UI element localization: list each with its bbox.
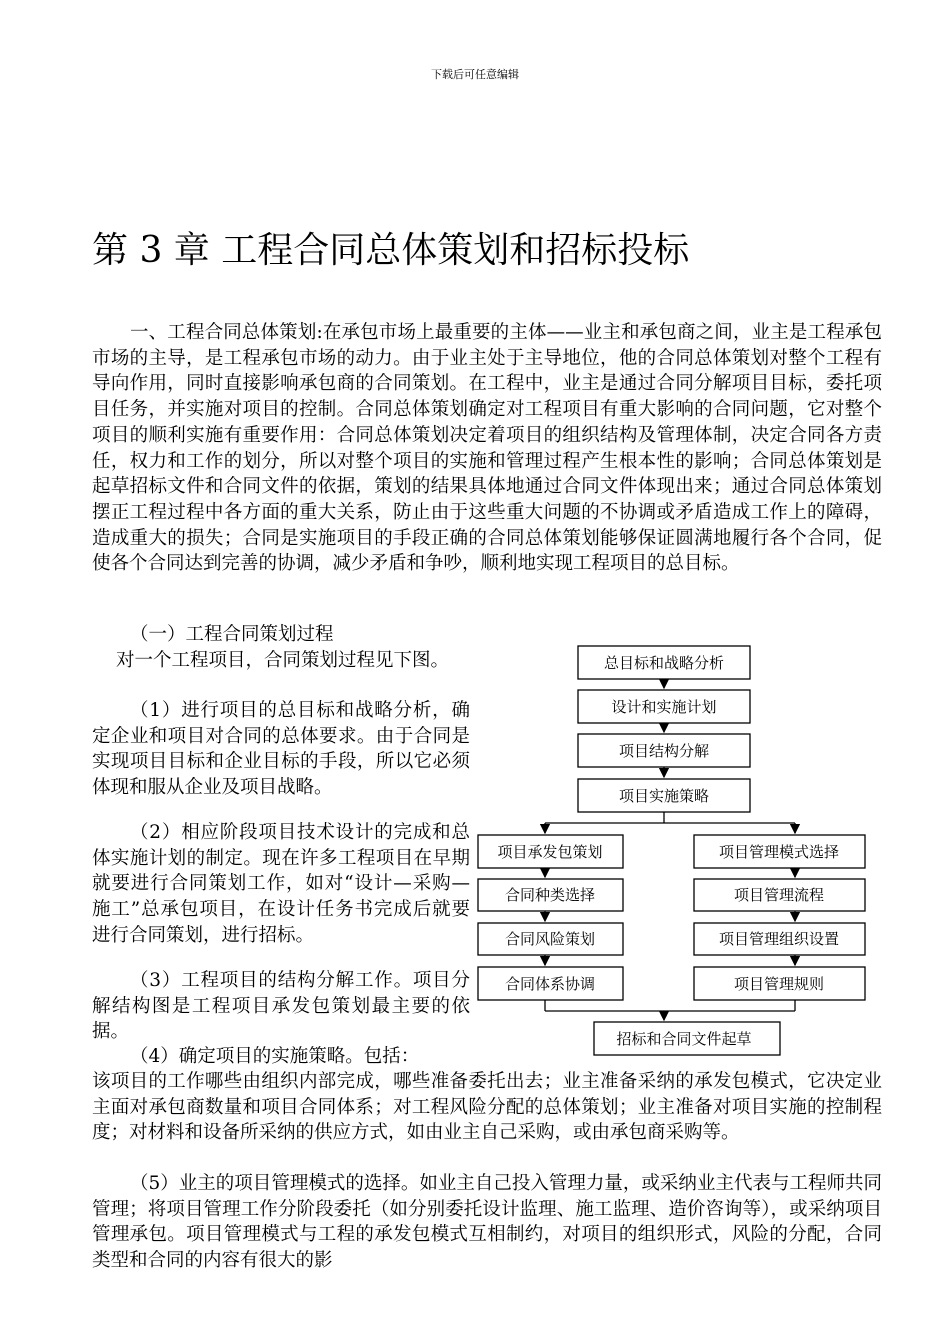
contract-planning-flowchart — [470, 640, 890, 1060]
paragraph-step-5: （5）业主的项目管理模式的选择。如业主自己投入管理力量，或采纳业主代表与工程师共同管理；将项目管理工作分阶段委托（如分别委托设计监理、施工监理、造价咨询等），或采纳项目管理承包。项目管理模式与工程的承发包模式互相制约，对项目的组织形式，风险的分配，合同类型和合同的内容有很大的影 — [92, 1173, 882, 1272]
paragraph-overview: 对一个工程项目，合同策划过程见下图。 — [116, 650, 450, 671]
flow-box-top-3 — [578, 734, 750, 767]
svg-text:项目结构分解: 项目结构分解 — [618, 742, 710, 760]
paragraph-step-3: （3）工程项目的结构分解工作。项目分解结构图是工程项目承发包策划最主要的依据。 — [92, 970, 470, 1043]
flow-box-bottom — [594, 1022, 780, 1055]
intro-paragraph: 一、工程合同总体策划:在承包市场上最重要的主体——业主和承包商之间，业主是工程承包市场的主导，是工程承包市场的动力。由于业主处于主导地位，他的合同总体策划对整个工程有导向作用，同时直接影响承包商的合同策划。在工程中，业主是通过合同分解项目目标，委托项目任务，并实施对项目的控制。合同总体策划确定对工程项目有重大影响的合同问题，它对整个项目的顺利实施有重要作用：合同总体策划决定着项目的组织结构及管理体制，决定合同各方责任，权力和工作的划分，所以对整个项目的实施和管理过程产生根本性的影响；合同总体策划是起草招标文件和合同文件的依据，策划的结果具体地通过合同文件体现出来；通过合同总体策划摆正工程过程中各方面的重大关系，防止由于这些重大问题的不协调或矛盾造成工作上的障碍，造成重大的损失；合同是实施项目的手段正确的合同总体策划能够保证圆满地履行各个合同，促使各个合同达到完善的协调，减少矛盾和争吵，顺利地实现工程项目的总目标。 — [92, 322, 882, 575]
flow-box-top-4 — [578, 779, 750, 812]
chapter-title: 第 3 章 工程合同总体策划和招标投标 — [92, 230, 690, 271]
section-subheading: （一）工程合同策划过程 — [130, 624, 334, 645]
svg-text:招标和合同文件起草: 招标和合同文件起草 — [616, 1030, 752, 1048]
svg-text:项目管理规则: 项目管理规则 — [733, 975, 825, 993]
svg-text:合同风险策划: 合同风险策划 — [504, 930, 596, 948]
flow-box-right-3 — [694, 923, 865, 955]
flow-box-left-4 — [478, 967, 623, 1000]
flow-box-left-2 — [478, 879, 623, 911]
flow-box-right-4 — [694, 967, 865, 1000]
svg-text:项目管理流程: 项目管理流程 — [733, 886, 825, 904]
paragraph-step-4-continued: 该项目的工作哪些由组织内部完成，哪些准备委托出去；业主准备采纳的承发包模式，它决定业主面对承包商数量和项目合同体系；对工程风险分配的总体策划；业主准备对项目实施的控制程度；对材料和设备所采纳的供应方式，如由业主自己采购，或由承包商采购等。 — [92, 1071, 882, 1144]
paragraph-step-1: （1）进行项目的总目标和战略分析，确定企业和项目对合同的总体要求。由于合同是实现项目目标和企业目标的手段，所以它必须体现和服从企业及项目战略。 — [92, 700, 470, 799]
svg-text:合同种类选择: 合同种类选择 — [504, 886, 596, 904]
svg-text:总目标和战略分析: 总目标和战略分析 — [603, 654, 725, 672]
flow-box-top-1 — [578, 646, 750, 679]
svg-text:合同体系协调: 合同体系协调 — [504, 975, 596, 993]
page-header: 下载后可任意编辑 — [431, 68, 519, 81]
flow-box-left-1 — [478, 835, 623, 868]
flow-box-left-3 — [478, 923, 623, 955]
flow-box-top-2 — [578, 690, 750, 723]
flow-box-right-2 — [694, 879, 865, 911]
svg-text:项目承发包策划: 项目承发包策划 — [497, 843, 603, 861]
svg-text:项目管理组织设置: 项目管理组织设置 — [718, 930, 840, 948]
svg-text:设计和实施计划: 设计和实施计划 — [611, 698, 717, 716]
paragraph-step-2: （2）相应阶段项目技术设计的完成和总体实施计划的制定。现在许多工程项目在早期就要进行合同策划工作，如对“设计—采购—施工”总承包项目，在设计任务书完成后就要进行合同策划，进行招标。 — [92, 822, 470, 946]
svg-text:项目实施策略: 项目实施策略 — [618, 787, 710, 805]
flow-box-right-1 — [694, 835, 865, 868]
svg-text:项目管理模式选择: 项目管理模式选择 — [718, 843, 840, 861]
paragraph-step-4: （4）确定项目的实施策略。包括： — [130, 1046, 420, 1067]
